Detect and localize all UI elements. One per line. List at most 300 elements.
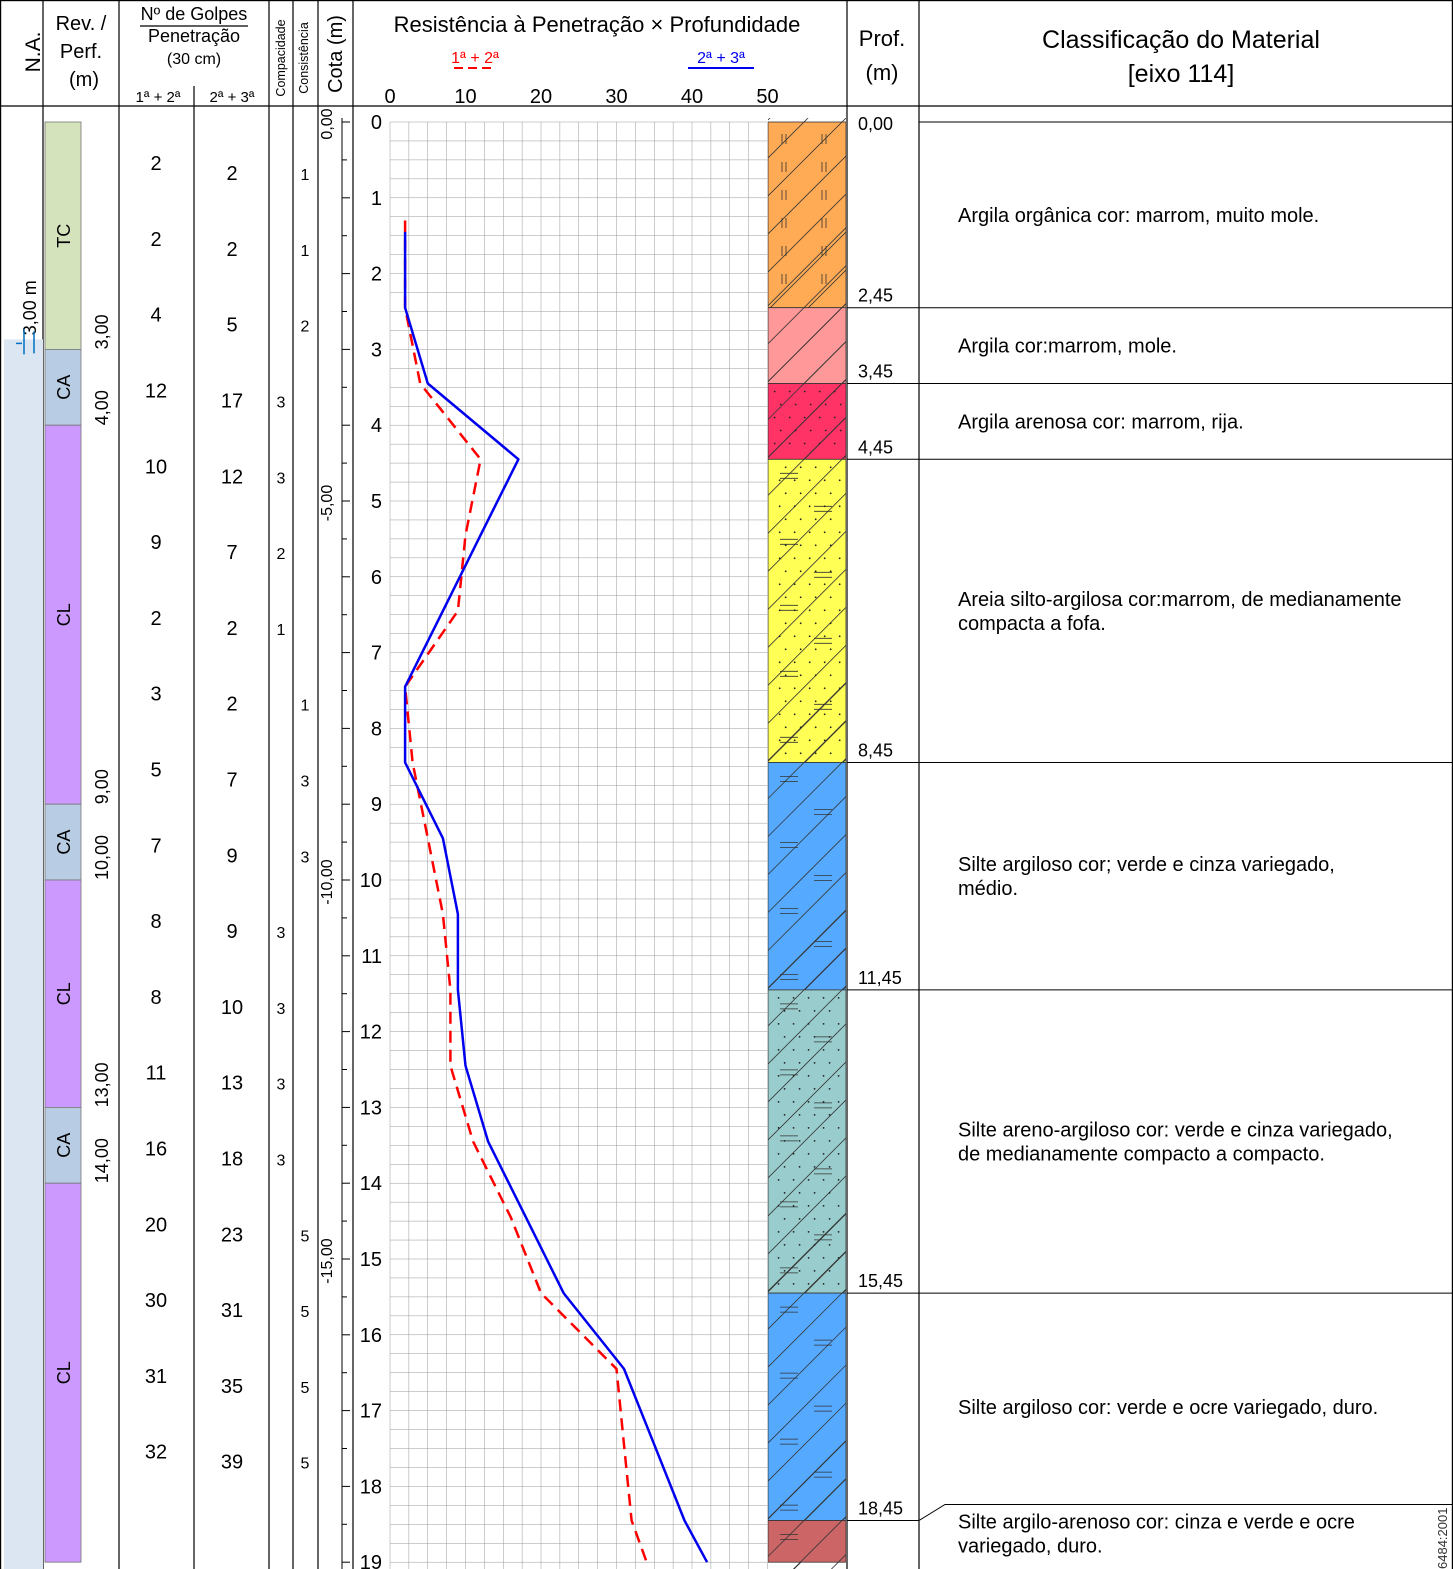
sand-dot bbox=[823, 1231, 825, 1233]
y-tick-label: 18 bbox=[359, 1476, 382, 1499]
sand-dot bbox=[785, 648, 787, 650]
sand-dot bbox=[799, 1244, 801, 1246]
sand-dot bbox=[823, 1049, 825, 1051]
sand-dot bbox=[793, 1231, 795, 1233]
sand-dot bbox=[815, 726, 817, 728]
sand-dot bbox=[808, 1127, 810, 1129]
golpes-12-value: 3 bbox=[150, 683, 162, 706]
golpes-12-value: 31 bbox=[144, 1365, 168, 1388]
cota-label: -15,00 bbox=[319, 1238, 336, 1284]
sand-dot bbox=[808, 1283, 810, 1285]
sand-dot bbox=[830, 570, 832, 572]
sand-dot bbox=[793, 1283, 795, 1285]
prof-label: 8,45 bbox=[858, 740, 894, 761]
sand-dot bbox=[809, 609, 811, 611]
sand-dot bbox=[784, 1088, 786, 1090]
penetration-chart bbox=[360, 86, 779, 1569]
rev-depth-label: 10,00 bbox=[92, 834, 112, 880]
sand-dot bbox=[839, 661, 841, 663]
classification-line: médio. bbox=[958, 878, 1019, 901]
y-tick-label: 10 bbox=[359, 870, 382, 892]
y-tick-label: 9 bbox=[370, 794, 382, 817]
sand-dot bbox=[824, 505, 826, 507]
rev-segment-label: CL bbox=[54, 982, 74, 1006]
sand-dot bbox=[808, 1049, 810, 1051]
sand-dot bbox=[815, 570, 817, 572]
sand-dot bbox=[789, 391, 791, 393]
sand-dot bbox=[829, 1140, 831, 1142]
compacidade-header: Compacidade bbox=[274, 19, 288, 97]
sand-dot bbox=[794, 583, 796, 585]
y-tick-label: 4 bbox=[370, 415, 382, 438]
rev-perf-column bbox=[45, 122, 112, 1562]
compacidade-value: 3 bbox=[276, 1076, 286, 1094]
header bbox=[22, 4, 1320, 106]
sand-dot bbox=[774, 391, 776, 393]
golpes-12-value: 7 bbox=[150, 835, 162, 858]
sand-dot bbox=[800, 622, 802, 624]
col12-header: 1ª + 2ª bbox=[135, 89, 181, 106]
sand-dot bbox=[799, 1140, 801, 1142]
sand-dot bbox=[823, 1023, 825, 1025]
sand-dot bbox=[808, 1101, 810, 1103]
sand-dot bbox=[838, 1075, 840, 1077]
sand-dot bbox=[809, 583, 811, 585]
sand-dot bbox=[793, 1075, 795, 1077]
sand-dot bbox=[800, 648, 802, 650]
series-line bbox=[405, 221, 647, 1563]
sand-dot bbox=[815, 648, 817, 650]
consistencia-value: 5 bbox=[300, 1379, 310, 1397]
sand-dot bbox=[838, 1023, 840, 1025]
sand-dot bbox=[815, 596, 817, 598]
side-code bbox=[1432, 1450, 1452, 1569]
sand-dot bbox=[785, 596, 787, 598]
sand-dot bbox=[834, 443, 836, 445]
golpes-12-value: 11 bbox=[145, 1062, 167, 1085]
na-header: N.A. bbox=[22, 31, 45, 73]
sand-dot bbox=[794, 661, 796, 663]
sand-dot bbox=[779, 583, 781, 585]
sand-dot bbox=[824, 635, 826, 637]
series-line bbox=[405, 232, 707, 1562]
golpes-12-value: 10 bbox=[144, 456, 168, 479]
compacidade-value: 3 bbox=[276, 394, 286, 412]
prof-label: 15,45 bbox=[858, 1271, 904, 1292]
sand-dot bbox=[834, 417, 836, 419]
sand-dot bbox=[794, 557, 796, 559]
sand-dot bbox=[839, 713, 841, 715]
rev-segment-label: CA bbox=[54, 1132, 74, 1158]
sand-dot bbox=[814, 1088, 816, 1090]
sand-dot bbox=[793, 1101, 795, 1103]
sand-dot bbox=[830, 596, 832, 598]
chart-title: Resistência à Penetração × Profundidade bbox=[393, 12, 801, 37]
sand-dot bbox=[823, 1257, 825, 1259]
golpes-23-value: 2 bbox=[226, 238, 238, 261]
sand-dot bbox=[819, 417, 821, 419]
rev-segment-label: CA bbox=[54, 829, 74, 855]
penetracao-header: Penetração bbox=[147, 26, 241, 46]
sand-dot bbox=[838, 1127, 840, 1129]
compacidade-value: 3 bbox=[276, 1152, 286, 1170]
chart-series bbox=[405, 221, 707, 1563]
sand-dot bbox=[785, 544, 787, 546]
sand-dot bbox=[800, 518, 802, 520]
golpes-23-value: 18 bbox=[220, 1148, 244, 1171]
sand-dot bbox=[794, 635, 796, 637]
rev-segment-label: CL bbox=[54, 603, 74, 627]
golpes-23-value: 13 bbox=[220, 1072, 244, 1095]
sand-dot bbox=[838, 1231, 840, 1233]
classification-line: Areia silto-argilosa cor:marrom, de medianamente bbox=[958, 588, 1402, 611]
golpes-23-value: 5 bbox=[226, 314, 238, 337]
sand-dot bbox=[838, 1283, 840, 1285]
sand-dot bbox=[839, 635, 841, 637]
sand-dot bbox=[785, 674, 787, 676]
sand-dot bbox=[794, 505, 796, 507]
sand-dot bbox=[799, 1218, 801, 1220]
sand-dot bbox=[824, 557, 826, 559]
classification-line: Silte argiloso cor; verde e cinza variegado, bbox=[958, 854, 1335, 877]
sand-dot bbox=[799, 1192, 801, 1194]
classif-header: Classificação do Material bbox=[1042, 26, 1320, 54]
golpes-12-value: 5 bbox=[150, 759, 162, 782]
sand-dot bbox=[838, 997, 840, 999]
classification-text bbox=[958, 854, 1335, 900]
col23-header: 2ª + 3ª bbox=[209, 89, 255, 106]
classification-line: Argila orgânica cor: marrom, muito mole. bbox=[958, 204, 1320, 227]
rev-header-line3: (m) bbox=[69, 69, 99, 91]
sand-dot bbox=[839, 479, 841, 481]
sand-dot bbox=[824, 609, 826, 611]
sand-dot bbox=[800, 492, 802, 494]
golpes-12-value: 30 bbox=[144, 1290, 168, 1313]
golpes-23-value: 12 bbox=[220, 466, 244, 489]
rev-header-line1: Rev. / bbox=[55, 13, 107, 35]
sand-dot bbox=[789, 417, 791, 419]
golpes-23-value: 31 bbox=[220, 1300, 244, 1323]
hatch-line bbox=[768, 42, 846, 120]
classification-line: Silte argilo-arenoso cor: cinza e verde e ocre bbox=[958, 1511, 1355, 1534]
golpes-12-value: 9 bbox=[150, 532, 162, 555]
sand-dot bbox=[824, 687, 826, 689]
sand-dot bbox=[829, 1270, 831, 1272]
cota-label: -10,00 bbox=[319, 859, 336, 905]
sand-dot bbox=[819, 391, 821, 393]
sand-dot bbox=[838, 1205, 840, 1207]
sand-dot bbox=[829, 1166, 831, 1168]
sand-dot bbox=[793, 1023, 795, 1025]
sand-dot bbox=[774, 417, 776, 419]
sand-dot bbox=[785, 622, 787, 624]
sand-dot bbox=[778, 1127, 780, 1129]
sand-dot bbox=[784, 1062, 786, 1064]
strat-layers bbox=[768, 42, 846, 1569]
water-level-label: 3,00 m bbox=[20, 280, 40, 336]
sand-dot bbox=[808, 1075, 810, 1077]
sand-dot bbox=[809, 713, 811, 715]
sand-dot bbox=[839, 557, 841, 559]
sand-dot bbox=[823, 1205, 825, 1207]
sand-dot bbox=[830, 466, 832, 468]
compacidade-value: 2 bbox=[276, 546, 286, 564]
sand-dot bbox=[810, 404, 812, 406]
sand-dot bbox=[779, 557, 781, 559]
classification-line: compacta a fofa. bbox=[958, 612, 1106, 635]
sand-dot bbox=[824, 661, 826, 663]
sand-dot bbox=[804, 391, 806, 393]
sand-dot bbox=[779, 661, 781, 663]
sand-dot bbox=[800, 752, 802, 754]
sand-dot bbox=[829, 1114, 831, 1116]
x-tick-label: 10 bbox=[454, 86, 477, 108]
y-tick-label: 8 bbox=[370, 718, 382, 741]
sand-dot bbox=[815, 752, 817, 754]
sand-dot bbox=[815, 544, 817, 546]
sand-dot bbox=[780, 430, 782, 432]
y-tick-label: 3 bbox=[370, 339, 382, 362]
sand-dot bbox=[785, 570, 787, 572]
sand-dot bbox=[829, 1062, 831, 1064]
sand-dot bbox=[814, 1140, 816, 1142]
golpes-12-value: 8 bbox=[150, 986, 162, 1009]
water-column bbox=[4, 339, 43, 1569]
sand-dot bbox=[778, 1231, 780, 1233]
sand-dot bbox=[778, 1075, 780, 1077]
sand-dot bbox=[793, 997, 795, 999]
sand-dot bbox=[778, 1257, 780, 1259]
consistencia-value: 1 bbox=[300, 242, 310, 260]
sand-dot bbox=[830, 726, 832, 728]
classification-column bbox=[847, 114, 1453, 1558]
y-tick-label: 13 bbox=[359, 1097, 382, 1120]
golpes-12-value: 8 bbox=[150, 911, 162, 934]
golpes-12-value: 12 bbox=[144, 380, 168, 403]
consistencia-value: 5 bbox=[300, 1455, 310, 1473]
sand-dot bbox=[830, 752, 832, 754]
sand-dot bbox=[840, 430, 842, 432]
classification-text bbox=[958, 205, 1319, 227]
sand-dot bbox=[793, 1049, 795, 1051]
sand-dot bbox=[814, 1036, 816, 1038]
consistencia-value: 1 bbox=[300, 167, 310, 185]
sand-dot bbox=[789, 443, 791, 445]
sand-dot bbox=[839, 505, 841, 507]
golpes-23-value: 17 bbox=[220, 390, 244, 413]
sand-dot bbox=[809, 739, 811, 741]
cota-header: Cota (m) bbox=[325, 15, 347, 93]
sand-dot bbox=[823, 1179, 825, 1181]
x-tick-label: 30 bbox=[605, 86, 628, 108]
classification-text bbox=[958, 1120, 1393, 1166]
compacidade-value: 3 bbox=[276, 1000, 286, 1018]
y-tick-label: 15 bbox=[359, 1249, 382, 1271]
golpes-23-value: 9 bbox=[226, 845, 238, 868]
sand-dot bbox=[784, 1270, 786, 1272]
sand-dot bbox=[779, 479, 781, 481]
sand-dot bbox=[823, 1075, 825, 1077]
sand-dot bbox=[830, 700, 832, 702]
sand-dot bbox=[830, 518, 832, 520]
legend-23: 2ª + 3ª bbox=[697, 50, 745, 67]
sand-dot bbox=[840, 404, 842, 406]
sand-dot bbox=[809, 661, 811, 663]
prof-label: 18,45 bbox=[858, 1498, 904, 1519]
sand-dot bbox=[829, 1218, 831, 1220]
strat-layer bbox=[768, 122, 846, 308]
sand-dot bbox=[794, 479, 796, 481]
golpes-23-value: 7 bbox=[226, 542, 238, 565]
sand-dot bbox=[799, 1088, 801, 1090]
rev-depth-label: 13,00 bbox=[92, 1062, 112, 1108]
sand-dot bbox=[808, 1231, 810, 1233]
sand-dot bbox=[825, 430, 827, 432]
sand-dot bbox=[824, 713, 826, 715]
sand-dot bbox=[815, 518, 817, 520]
compacidade-value: 3 bbox=[276, 470, 286, 488]
sand-dot bbox=[793, 1257, 795, 1259]
side-code-text: 6484:2001 bbox=[1435, 1507, 1450, 1569]
sand-dot bbox=[814, 1166, 816, 1168]
sand-dot bbox=[815, 492, 817, 494]
sand-dot bbox=[829, 1036, 831, 1038]
y-tick-label: 0 bbox=[370, 112, 382, 134]
sand-dot bbox=[804, 417, 806, 419]
sand-dot bbox=[778, 1101, 780, 1103]
cota-label: 0,00 bbox=[319, 108, 336, 140]
classification-line: Argila cor:marrom, mole. bbox=[958, 335, 1177, 358]
sand-dot bbox=[779, 739, 781, 741]
sand-dot bbox=[830, 674, 832, 676]
sand-dot bbox=[830, 622, 832, 624]
sand-dot bbox=[815, 674, 817, 676]
y-tick-label: 1 bbox=[370, 187, 382, 210]
sand-dot bbox=[800, 544, 802, 546]
sand-dot bbox=[823, 1127, 825, 1129]
sand-dot bbox=[814, 1114, 816, 1116]
rev-depth-label: 3,00 bbox=[92, 314, 112, 350]
sand-dot bbox=[784, 1192, 786, 1194]
sand-dot bbox=[800, 674, 802, 676]
classification-line: variegado, duro. bbox=[958, 1535, 1103, 1558]
sand-dot bbox=[825, 404, 827, 406]
sand-dot bbox=[814, 1218, 816, 1220]
consistencia-value: 3 bbox=[300, 773, 310, 791]
prof-label: 3,45 bbox=[858, 361, 894, 382]
golpes-23-value: 35 bbox=[220, 1375, 244, 1398]
golpes-23-value: 2 bbox=[226, 693, 238, 716]
sand-dot bbox=[784, 1244, 786, 1246]
strat-layer bbox=[768, 308, 846, 384]
sand-dot bbox=[778, 1049, 780, 1051]
penetracao-cm-header: (30 cm) bbox=[166, 51, 222, 68]
sand-dot bbox=[799, 1010, 801, 1012]
sand-dot bbox=[823, 1153, 825, 1155]
x-tick-label: 40 bbox=[680, 86, 704, 108]
sand-dot bbox=[793, 1179, 795, 1181]
sand-dot bbox=[808, 1179, 810, 1181]
golpes-header: Nº de Golpes bbox=[140, 4, 248, 24]
rev-segment-label: CL bbox=[54, 1361, 74, 1385]
golpes-23-value: 10 bbox=[220, 996, 244, 1019]
y-tick-label: 6 bbox=[370, 566, 382, 589]
x-tick-label: 50 bbox=[756, 86, 779, 108]
sand-dot bbox=[815, 466, 817, 468]
sand-dot bbox=[785, 492, 787, 494]
sand-dot bbox=[823, 997, 825, 999]
golpes-12-value: 16 bbox=[144, 1138, 168, 1161]
sand-dot bbox=[838, 1179, 840, 1181]
golpes-12-value: 32 bbox=[144, 1441, 168, 1464]
sand-dot bbox=[785, 518, 787, 520]
golpes-12-value: 4 bbox=[150, 304, 162, 327]
sand-dot bbox=[778, 1153, 780, 1155]
sand-dot bbox=[794, 609, 796, 611]
sand-dot bbox=[829, 1192, 831, 1194]
classification-text bbox=[958, 336, 1177, 358]
golpes-23-value: 23 bbox=[220, 1224, 244, 1247]
sand-dot bbox=[778, 1205, 780, 1207]
sand-dot bbox=[800, 596, 802, 598]
sand-dot bbox=[795, 404, 797, 406]
strat-layer bbox=[768, 1293, 846, 1520]
y-tick-label: 11 bbox=[361, 945, 382, 968]
y-tick-label: 5 bbox=[370, 491, 382, 513]
sand-dot bbox=[784, 1036, 786, 1038]
y-tick-label: 2 bbox=[370, 263, 382, 286]
sand-dot bbox=[799, 1270, 801, 1272]
consistencia-value: 2 bbox=[300, 318, 310, 336]
classification-text bbox=[958, 1512, 1355, 1558]
sand-dot bbox=[829, 1010, 831, 1012]
sand-dot bbox=[785, 752, 787, 754]
sand-dot bbox=[830, 492, 832, 494]
sand-dot bbox=[793, 1127, 795, 1129]
sand-dot bbox=[809, 687, 811, 689]
consistencia-value: 5 bbox=[300, 1228, 310, 1246]
sand-dot bbox=[809, 635, 811, 637]
golpes-23-value: 9 bbox=[226, 921, 238, 944]
sand-dot bbox=[779, 531, 781, 533]
sand-dot bbox=[809, 531, 811, 533]
sand-dot bbox=[829, 1088, 831, 1090]
golpes-12-value: 20 bbox=[144, 1214, 168, 1237]
sand-dot bbox=[815, 622, 817, 624]
sand-dot bbox=[808, 1153, 810, 1155]
consistencia-header: Consistência bbox=[297, 22, 311, 94]
compacidade-value: 1 bbox=[276, 621, 286, 639]
sand-dot bbox=[784, 1166, 786, 1168]
sand-dot bbox=[838, 1101, 840, 1103]
chart-grid bbox=[390, 122, 768, 1569]
x-tick-label: 0 bbox=[384, 86, 396, 108]
sand-dot bbox=[839, 531, 841, 533]
classification-line: Argila arenosa cor: marrom, rija. bbox=[958, 411, 1244, 434]
sand-dot bbox=[824, 479, 826, 481]
sand-dot bbox=[794, 739, 796, 741]
classification-line: de medianamente compacto a compacto. bbox=[958, 1143, 1325, 1166]
sand-dot bbox=[830, 544, 832, 546]
golpes-12-value: 2 bbox=[150, 153, 162, 176]
sand-dot bbox=[808, 1023, 810, 1025]
sand-dot bbox=[804, 443, 806, 445]
consistencia-value: 3 bbox=[300, 849, 310, 867]
rev-segment-label: TC bbox=[54, 223, 74, 248]
sand-dot bbox=[784, 1140, 786, 1142]
y-tick-label: 16 bbox=[359, 1324, 382, 1347]
sand-dot bbox=[793, 1153, 795, 1155]
